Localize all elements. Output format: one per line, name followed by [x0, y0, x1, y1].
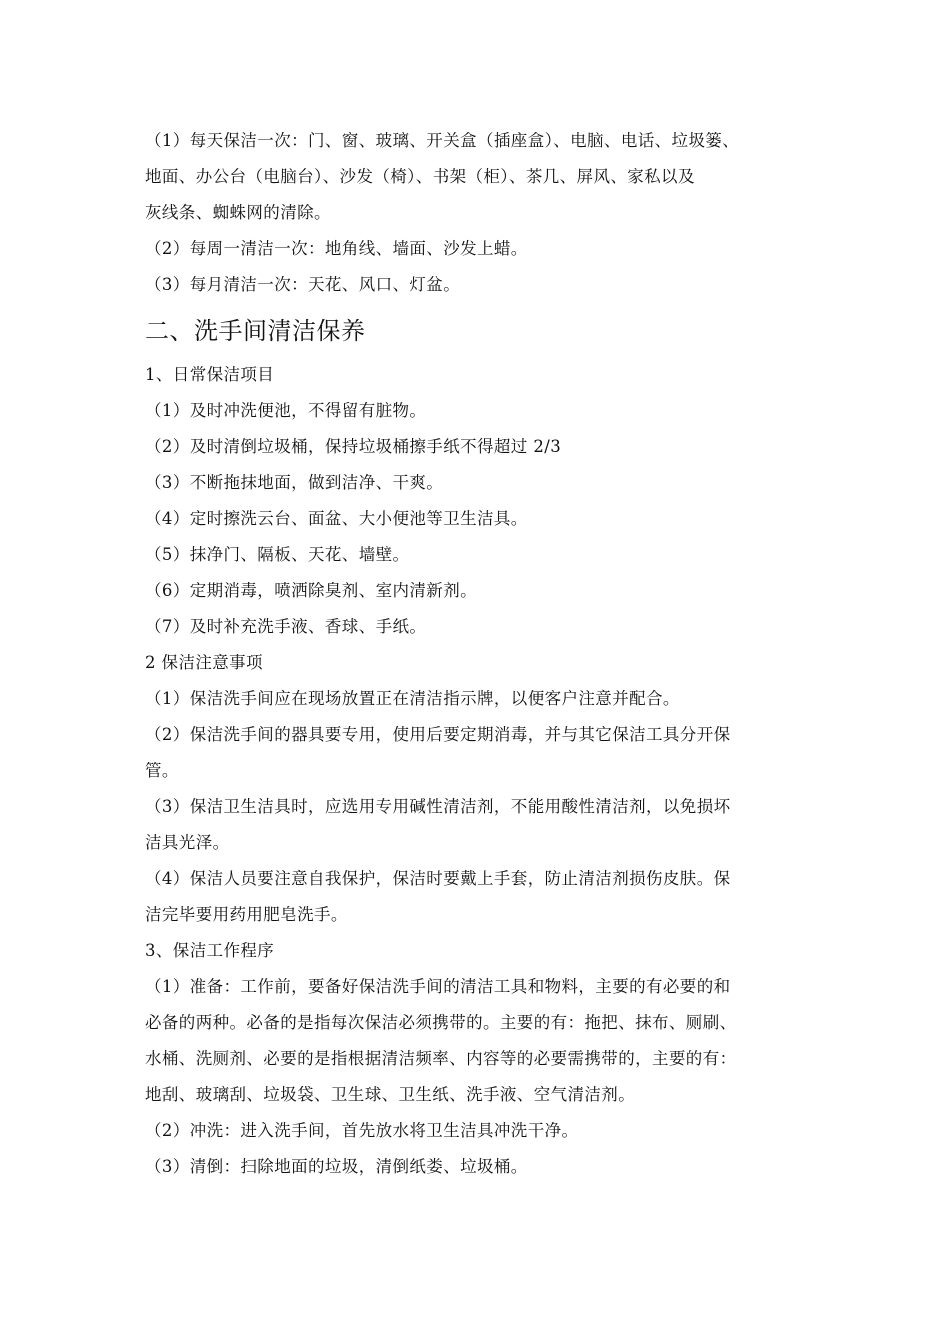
- section-heading: 二、洗手间清洁保养: [145, 317, 366, 345]
- list-item: （3）保洁卫生洁具时，应选用专用碱性清洁剂，不能用酸性清洁剂，以免损坏: [145, 797, 731, 816]
- text-line: （1）每天保洁一次：门、窗、玻璃、开关盒（插座盒）、电脑、电话、垃圾篓、: [145, 131, 740, 150]
- list-item: 地刮、玻璃刮、垃圾袋、卫生球、卫生纸、洗手液、空气清洁剂。: [145, 1085, 636, 1104]
- subsection-title: 2 保洁注意事项: [145, 653, 263, 672]
- list-item: （1）准备：工作前，要备好保洁洗手间的清洁工具和物料，主要的有必要的和: [145, 977, 731, 996]
- list-item: 水桶、洗厕剂、必要的是指根据清洁频率、内容等的必要需携带的，主要的有：: [145, 1049, 737, 1068]
- list-item: （3）不断拖抹地面，做到洁净、干爽。: [145, 473, 444, 492]
- list-item: 管。: [145, 761, 179, 780]
- subsection-title: 1、日常保洁项目: [145, 365, 275, 384]
- list-item: （2）及时清倒垃圾桶，保持垃圾桶擦手纸不得超过 2/3: [145, 437, 562, 456]
- list-item: （7）及时补充洗手液、香球、手纸。: [145, 617, 427, 636]
- list-item: 必备的两种。必备的是指每次保洁必须携带的。主要的有：拖把、抹布、厕刷、: [145, 1013, 737, 1032]
- list-item: （2）保洁洗手间的器具要专用，使用后要定期消毒，并与其它保洁工具分开保: [145, 725, 731, 744]
- list-item: （3）清倒：扫除地面的垃圾，清倒纸娄、垃圾桶。: [145, 1157, 528, 1176]
- list-item: （2）冲洗：进入洗手间，首先放水将卫生洁具冲洗干净。: [145, 1121, 579, 1140]
- text-line: （3）每月清洁一次：天花、风口、灯盆。: [145, 275, 461, 294]
- text-line: （2）每周一清洁一次：地角线、墙面、沙发上蜡。: [145, 239, 528, 258]
- text-line: 灰线条、蜘蛛网的清除。: [145, 203, 331, 222]
- list-item: （4）定时擦洗云台、面盆、大小便池等卫生洁具。: [145, 509, 528, 528]
- list-item: （1）及时冲洗便池，不得留有脏物。: [145, 401, 427, 420]
- document-body: [145, 123, 835, 1185]
- list-item: （4）保洁人员要注意自我保护，保洁时要戴上手套，防止清洁剂损伤皮肤。保: [145, 869, 731, 888]
- list-item: 洁完毕要用药用肥皂洗手。: [145, 905, 348, 924]
- list-item: （5）抹净门、隔板、天花、墙壁。: [145, 545, 410, 564]
- subsection-title: 3、保洁工作程序: [145, 941, 275, 960]
- list-item: （1）保洁洗手间应在现场放置正在清洁指示牌，以便客户注意并配合。: [145, 689, 680, 708]
- text-line: 地面、办公台（电脑台）、沙发（椅）、书架（柜）、茶几、屏风、家私以及: [145, 167, 695, 186]
- list-item: 洁具光泽。: [145, 833, 230, 852]
- list-item: （6）定期消毒，喷洒除臭剂、室内清新剂。: [145, 581, 477, 600]
